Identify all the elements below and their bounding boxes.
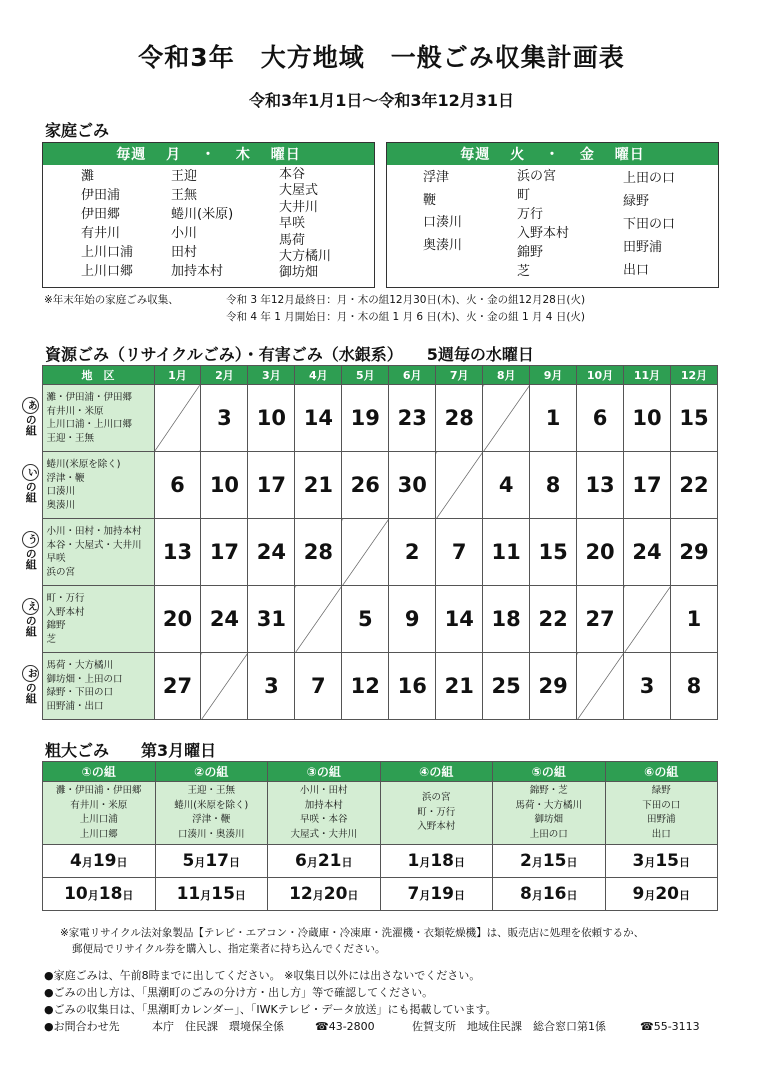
area-name: 王無 <box>171 188 198 203</box>
area-name: 入野本村 <box>417 821 456 833</box>
month-header: 6月 <box>389 366 436 385</box>
bulky-group-areas <box>493 782 606 845</box>
area-name: 蜷川(米原) <box>171 207 234 222</box>
group-areas <box>42 519 154 586</box>
area-name: 奥湊川 <box>423 237 463 253</box>
area-name: 上川口浦 <box>81 245 134 260</box>
area-name: 口湊川 <box>46 486 76 497</box>
date-month: 1 <box>407 851 420 871</box>
area-name: 田村 <box>171 245 198 260</box>
area-name: 馬荷・大方橘川 <box>515 799 582 811</box>
date-day: 19 <box>430 884 454 904</box>
collection-day: 24 <box>248 519 295 586</box>
collection-day: 26 <box>342 452 389 519</box>
no-collection-cell <box>624 586 671 653</box>
area-name: 浮津・鞭 <box>192 814 231 825</box>
date-day: 18 <box>98 884 123 904</box>
footer-line-2: ●ごみの出し方は、「黒潮町のごみの分け方・出し方」等で確認してください。 <box>44 986 434 999</box>
area-name: 田野浦・出口 <box>46 700 104 712</box>
area-name: 馬荷 <box>279 232 306 248</box>
bulky-group-areas <box>380 782 493 845</box>
area-name: 早咲・本谷 <box>299 814 348 825</box>
area-name: 馬荷・大方橘川 <box>46 660 114 671</box>
collection-day: 12 <box>342 653 389 720</box>
area-name: 蜷川(米原を除く) <box>174 799 249 811</box>
area-name: 錦野 <box>517 245 544 260</box>
office-1: 本庁 住民課 環境保全係 <box>152 1020 284 1033</box>
bulky-group-header <box>380 762 493 782</box>
day-unit: 日 <box>454 889 465 902</box>
collection-day: 1 <box>530 385 577 452</box>
date-month: 2 <box>519 851 532 871</box>
mon-thu-col1 <box>81 167 133 281</box>
area-name: 緑野・下田の口 <box>46 687 114 698</box>
area-name: 大井川 <box>279 199 319 215</box>
day-unit: 日 <box>116 856 128 869</box>
collection-day: 15 <box>670 385 717 452</box>
phone-2: ☎55-3113 <box>640 1020 700 1033</box>
collection-date <box>268 845 381 878</box>
group-label <box>20 385 42 452</box>
group-areas <box>42 452 154 519</box>
area-name: 入野本村 <box>46 606 85 618</box>
month-unit: 月 <box>306 856 318 869</box>
area-name: 上川口郷 <box>79 828 118 840</box>
area-name: 早咲 <box>279 216 306 232</box>
group-label: の組 <box>429 765 454 779</box>
collection-day: 3 <box>248 653 295 720</box>
day-unit: 日 <box>234 889 246 902</box>
area-name: 町・万行 <box>417 806 456 818</box>
group-areas <box>42 385 154 452</box>
area-name: 錦野 <box>46 620 66 631</box>
year-end-note-label: ※年末年始の家庭ごみ収集、 <box>44 294 179 306</box>
area-name: 王迎・王無 <box>187 785 235 796</box>
page-title: 令和3年 大方地域 一般ごみ収集計画表 <box>138 43 625 72</box>
area-name: 上川口浦 <box>79 814 118 825</box>
group-label <box>20 653 42 720</box>
collection-day: 17 <box>624 452 671 519</box>
collection-day: 29 <box>530 653 577 720</box>
day-unit: 日 <box>347 889 359 902</box>
area-name: 王迎 <box>171 169 198 184</box>
collection-day: 1 <box>670 586 717 653</box>
group-mark: ⑤ <box>531 765 542 779</box>
area-name: 芝 <box>517 264 531 279</box>
month-unit: 月 <box>194 856 206 869</box>
date-month: 3 <box>632 851 645 871</box>
month-header: 5月 <box>342 366 389 385</box>
collection-date <box>605 878 718 911</box>
collection-day: 14 <box>436 586 483 653</box>
collection-day: 30 <box>389 452 436 519</box>
collection-day: 10 <box>201 452 248 519</box>
date-day: 15 <box>655 851 679 871</box>
area-name: 上田の口 <box>529 828 568 840</box>
area-name: 蜷川(米原を除く) <box>46 459 121 470</box>
area-name: 口湊川・奥湊川 <box>177 828 245 840</box>
month-unit: 月 <box>531 889 543 902</box>
area-name: 万行 <box>517 207 544 222</box>
group-mark: う <box>22 531 39 548</box>
bulky-group-areas <box>43 782 156 845</box>
bulky-group-areas <box>268 782 381 845</box>
group-label: の組 <box>91 765 116 779</box>
bulky-group-header <box>155 762 268 782</box>
date-day: 15 <box>542 851 567 871</box>
mon-thu-header: 毎週 月 ・ 木 曜日 <box>43 143 374 165</box>
area-name: 灘・伊田浦・伊田郷 <box>46 392 133 403</box>
collection-day: 21 <box>295 452 342 519</box>
bulky-areas-row <box>43 782 718 845</box>
area-name: 御坊畑・上田の口 <box>46 673 123 685</box>
date-month: 5 <box>182 851 195 871</box>
date-day: 19 <box>92 851 117 871</box>
area-name: 上川口郷 <box>81 264 134 279</box>
area-name: 早咲 <box>46 553 66 564</box>
collection-day: 11 <box>483 519 530 586</box>
area-name: 下田の口 <box>623 217 676 232</box>
collection-day: 16 <box>389 653 436 720</box>
month-unit: 月 <box>419 856 431 869</box>
group-label: の組 <box>541 765 566 779</box>
year-end-note-line2: 令和 4 年 1 月開始日：月・木の組 1 月 6 日(木)、火・金の組 1 月 4 日(火) <box>226 311 586 323</box>
group-mark: ③ <box>306 765 317 779</box>
bulky-group-header <box>605 762 718 782</box>
recycle-heading: 資源ごみ（リサイクルごみ）・有害ごみ（水銀系） 5週毎の水曜日 <box>45 345 534 364</box>
collection-day: 10 <box>624 385 671 452</box>
collection-day: 3 <box>624 653 671 720</box>
collection-day: 17 <box>201 519 248 586</box>
bulky-group-header <box>268 762 381 782</box>
no-collection-cell <box>154 385 201 452</box>
group-mark: ⑥ <box>644 765 655 779</box>
area-name: 浜の宮 <box>517 169 557 184</box>
day-unit: 日 <box>454 856 465 869</box>
collection-day: 31 <box>248 586 295 653</box>
area-name: 緑野 <box>651 785 671 796</box>
area-name: 王迎・王無 <box>46 432 95 444</box>
area-name: 小川・田村・加持本村 <box>46 526 142 537</box>
collection-day: 17 <box>248 452 295 519</box>
month-unit: 月 <box>200 889 212 902</box>
collection-day: 3 <box>201 385 248 452</box>
collection-date <box>268 878 381 911</box>
collection-date <box>605 845 718 878</box>
group-label <box>20 519 42 586</box>
no-collection-cell <box>201 653 248 720</box>
bulky-group-areas <box>155 782 268 845</box>
collection-day: 8 <box>530 452 577 519</box>
phone-1: ☎43-2800 <box>315 1020 375 1033</box>
bulky-group-areas <box>605 782 718 845</box>
bulky-date-row <box>43 878 718 911</box>
date-day: 18 <box>430 851 454 871</box>
month-header: 7月 <box>436 366 483 385</box>
area-name: 緑野 <box>623 194 650 209</box>
recycle-row <box>20 653 718 720</box>
month-unit: 月 <box>87 889 99 902</box>
area-name: 錦野・芝 <box>529 785 568 796</box>
no-collection-cell <box>342 519 389 586</box>
household-heading: 家庭ごみ <box>45 121 110 140</box>
collection-day: 18 <box>483 586 530 653</box>
collection-day: 28 <box>295 519 342 586</box>
collection-day: 27 <box>577 586 624 653</box>
area-name: 上川口浦・上川口郷 <box>46 419 133 430</box>
collection-date <box>155 878 268 911</box>
collection-day: 25 <box>483 653 530 720</box>
date-day: 21 <box>317 851 342 871</box>
area-name: 上田の口 <box>623 171 676 186</box>
date-day: 15 <box>211 884 235 904</box>
group-suffix: の組 <box>24 547 38 570</box>
date-month: 10 <box>64 884 88 904</box>
date-day: 20 <box>655 884 679 904</box>
area-name: 本谷 <box>279 167 306 182</box>
date-month: 7 <box>407 884 420 904</box>
area-col-header: 地 区 <box>42 366 154 385</box>
footer-line-1: ●家庭ごみは、午前8時までに出してください。 ※収集日以外には出さないでください。 <box>44 969 481 982</box>
collection-day: 5 <box>342 586 389 653</box>
collection-date <box>380 845 493 878</box>
month-header: 12月 <box>670 366 717 385</box>
area-name: 加持本村 <box>171 264 224 279</box>
month-header: 1月 <box>154 366 201 385</box>
date-day: 20 <box>323 884 348 904</box>
appliance-note-2: 郵便局でリサイクル券を購入し、指定業者に持ち込んでください。 <box>72 943 386 955</box>
month-unit: 月 <box>644 856 656 869</box>
collection-day: 23 <box>389 385 436 452</box>
collection-day: 7 <box>295 653 342 720</box>
area-name: 御坊畑 <box>534 814 563 825</box>
area-name: 浮津・鞭 <box>46 472 85 484</box>
area-name: 有井川・米原 <box>70 799 128 811</box>
collection-date <box>493 878 606 911</box>
month-unit: 月 <box>531 856 543 869</box>
group-label <box>20 586 42 653</box>
area-name: 灘・伊田浦・伊田郷 <box>55 785 142 796</box>
area-name: 浜の宮 <box>421 792 451 804</box>
collection-day: 4 <box>483 452 530 519</box>
collection-day: 2 <box>389 519 436 586</box>
tue-fri-col3 <box>623 167 675 282</box>
collection-day: 9 <box>389 586 436 653</box>
collection-date <box>380 878 493 911</box>
group-mark: い <box>22 464 39 481</box>
month-header: 10月 <box>577 366 624 385</box>
collection-day: 27 <box>154 653 201 720</box>
month-unit: 月 <box>644 889 656 902</box>
group-areas <box>42 653 154 720</box>
month-unit: 月 <box>419 889 431 902</box>
area-name: 芝 <box>46 633 57 645</box>
mon-thu-col2 <box>171 167 233 281</box>
month-header: 3月 <box>248 366 295 385</box>
area-name: 灘 <box>81 169 95 184</box>
group-suffix: の組 <box>24 614 38 637</box>
area-name: 田野浦 <box>646 814 676 825</box>
group-suffix: の組 <box>24 681 38 704</box>
date-month: 11 <box>176 884 201 904</box>
appliance-note-1: ※家電リサイクル法対象製品【テレビ・エアコン・冷蔵庫・冷凍庫・洗濯機・衣類乾燥機】は、販売店に処理を依頼するか、 <box>60 927 645 939</box>
group-mark: あ <box>22 397 39 414</box>
collection-day: 20 <box>154 586 201 653</box>
area-name: 加持本村 <box>304 799 343 811</box>
collection-day: 24 <box>201 586 248 653</box>
recycle-row <box>20 519 718 586</box>
schedule-period: 令和3年1月1日～令和3年12月31日 <box>248 91 515 110</box>
collection-day: 7 <box>436 519 483 586</box>
collection-date <box>155 845 268 878</box>
contact-label: ●お問合わせ先 <box>44 1020 120 1033</box>
area-name: 田野浦 <box>623 240 663 255</box>
area-name: 出口 <box>651 828 671 840</box>
collection-day: 8 <box>670 653 717 720</box>
collection-day: 28 <box>436 385 483 452</box>
collection-day: 13 <box>154 519 201 586</box>
area-name: 町・万行 <box>46 593 85 604</box>
area-name: 奥湊川 <box>46 499 76 511</box>
no-collection-cell <box>483 385 530 452</box>
group-mark: ② <box>194 765 205 779</box>
area-name: 小川 <box>171 226 198 241</box>
collection-day: 6 <box>577 385 624 452</box>
day-unit: 日 <box>229 856 240 869</box>
month-header: 2月 <box>201 366 248 385</box>
month-header: 11月 <box>624 366 671 385</box>
footer-line-3: ●ごみの収集日は、「黒潮町カレンダー」、「IWKテレビ・データ放送」にも掲載しています。 <box>44 1003 497 1016</box>
month-unit: 月 <box>81 856 93 869</box>
area-name: 下田の口 <box>642 799 681 811</box>
month-header: 9月 <box>530 366 577 385</box>
no-collection-cell <box>577 653 624 720</box>
group-label: の組 <box>316 765 341 779</box>
year-end-note-line1: 令和 3 年12月最終日：月・木の組12月30日(木)、火・金の組12月28日(火) <box>226 294 586 306</box>
area-name: 伊田浦 <box>81 188 121 203</box>
collection-day: 6 <box>154 452 201 519</box>
no-collection-cell <box>295 586 342 653</box>
collection-day: 15 <box>530 519 577 586</box>
group-suffix: の組 <box>24 480 38 503</box>
month-unit: 月 <box>312 889 324 902</box>
tue-fri-header: 毎週 火 ・ 金 曜日 <box>387 143 718 165</box>
group-mark: ① <box>81 765 92 779</box>
group-areas <box>42 586 154 653</box>
day-unit: 日 <box>679 889 690 902</box>
day-unit: 日 <box>341 856 353 869</box>
tue-fri-col1 <box>423 167 462 257</box>
collection-date <box>43 845 156 878</box>
tue-fri-col2 <box>517 167 569 281</box>
bulky-heading: 粗大ごみ 第3月曜日 <box>45 741 217 760</box>
area-name: 浜の宮 <box>46 566 76 578</box>
area-name: 大方橘川 <box>279 249 332 265</box>
date-month: 12 <box>289 884 313 904</box>
area-name: 有井川・米原 <box>46 405 104 417</box>
date-month: 9 <box>632 884 645 904</box>
group-label: の組 <box>204 765 229 779</box>
bulky-group-header <box>43 762 156 782</box>
collection-day: 21 <box>436 653 483 720</box>
day-unit: 日 <box>679 856 690 869</box>
date-month: 8 <box>519 884 532 904</box>
collection-date <box>43 878 156 911</box>
area-name: 出口 <box>623 263 650 278</box>
group-label: の組 <box>654 765 679 779</box>
mon-thu-col3 <box>279 167 331 282</box>
office-2: 佐賀支所 地域住民課 総合窓口第1係 <box>412 1020 606 1033</box>
area-name: 有井川 <box>81 226 121 241</box>
recycle-row <box>20 385 718 452</box>
area-name: 町 <box>517 188 531 203</box>
collection-day: 29 <box>670 519 717 586</box>
bulky-group-header <box>493 762 606 782</box>
group-mark: お <box>22 665 39 682</box>
day-unit: 日 <box>566 889 578 902</box>
group-mark: え <box>22 598 39 615</box>
bulky-header-row <box>43 762 718 782</box>
collection-day: 19 <box>342 385 389 452</box>
month-header: 4月 <box>295 366 342 385</box>
day-unit: 日 <box>122 889 134 902</box>
area-name: 伊田郷 <box>81 207 121 222</box>
area-name: 小川・田村 <box>299 785 348 796</box>
group-label <box>20 452 42 519</box>
day-unit: 日 <box>566 856 578 869</box>
recycle-table <box>20 365 718 720</box>
collection-day: 20 <box>577 519 624 586</box>
bulky-date-row <box>43 845 718 878</box>
date-month: 6 <box>294 851 307 871</box>
no-collection-cell <box>436 452 483 519</box>
collection-day: 14 <box>295 385 342 452</box>
group-mark: ④ <box>419 765 430 779</box>
area-name: 口湊川 <box>423 215 463 230</box>
month-header: 8月 <box>483 366 530 385</box>
collection-date <box>493 845 606 878</box>
date-day: 17 <box>205 851 229 871</box>
date-day: 16 <box>542 884 567 904</box>
area-name: 大屋式 <box>279 183 319 199</box>
collection-day: 22 <box>530 586 577 653</box>
mon-thu-box <box>42 142 375 288</box>
group-suffix: の組 <box>24 413 38 436</box>
area-name: 浮津 <box>423 170 450 185</box>
area-name: 入野本村 <box>517 226 570 241</box>
recycle-header-row <box>20 366 718 385</box>
tue-fri-box <box>386 142 719 288</box>
group-col-header <box>20 366 42 385</box>
collection-day: 22 <box>670 452 717 519</box>
recycle-row <box>20 452 718 519</box>
collection-day: 13 <box>577 452 624 519</box>
area-name: 御坊畑 <box>279 265 319 281</box>
recycle-body <box>20 385 718 720</box>
area-name: 本谷・大屋式・大井川 <box>46 539 142 551</box>
area-name: 鞭 <box>423 192 437 208</box>
collection-day: 24 <box>624 519 671 586</box>
collection-day: 10 <box>248 385 295 452</box>
area-name: 大屋式・大井川 <box>290 828 357 840</box>
bulky-table <box>42 761 718 911</box>
date-month: 4 <box>69 851 82 871</box>
recycle-row <box>20 586 718 653</box>
